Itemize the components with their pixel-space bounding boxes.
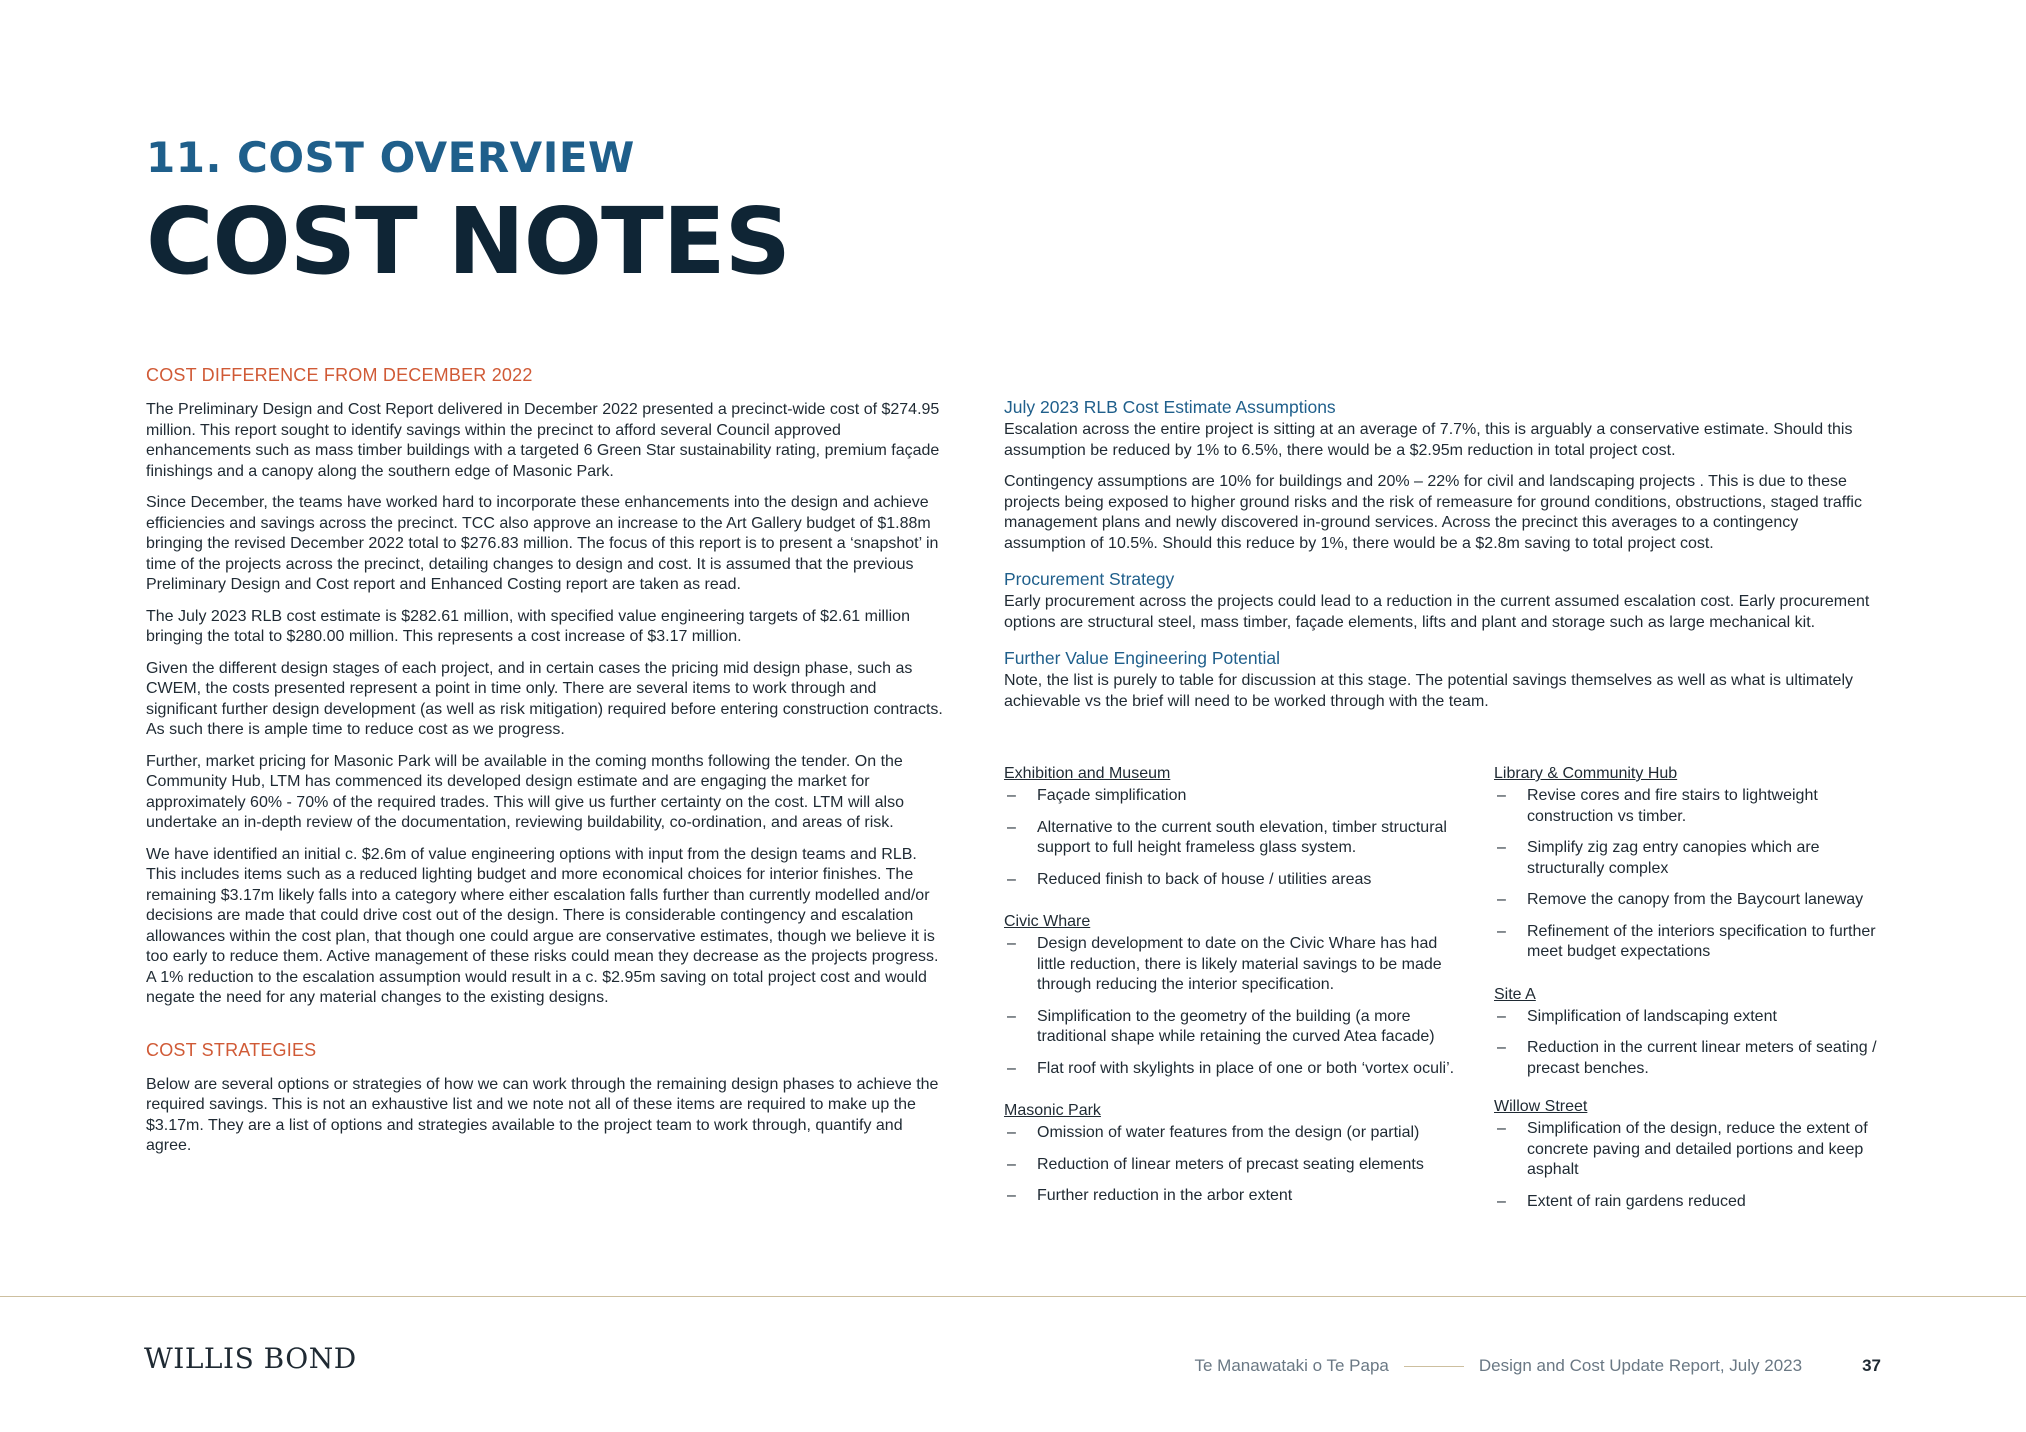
list-item: – Remove the canopy from the Baycourt laneway — [1497, 891, 1864, 908]
page-title: COST NOTES — [146, 188, 790, 295]
right-column — [1004, 396, 1884, 723]
paragraph: Further, market pricing for Masonic Park will be available in the coming months following the tender. On the Community Hub, LTM has commenced its developed design estimate and are engaging the market for approximately 60% - 70% of the required trades. This will give us further certainty on the cost. LTM will also undertake an in-depth review of the documentation, reviewing buildability, co-ordination, and areas of risk. — [146, 752, 904, 831]
footer-report-name: Design and Cost Update Report, July 2023 — [1478, 1356, 1803, 1375]
paragraph: We have identified an initial c. $2.6m of value engineering options with input from the design teams and RLB. This includes items such as a reduced lighting budget and more economical choices for interior finishes. The remaining $3.17m likely falls into a category where either escalation falls further than currently modelled and/or decisions are made that could drive cost out of the design. There is considerable contingency and escalation allowances within the cost plan, that though one could argue are conservative estimates, though we believe it is too early to reduce them. Active management of these risks could mean they decrease as the projects progress. A 1% reduction to the escalation assumption would result in a c. $2.95m saving on total project cost and would negate the need for any material changes to the existing designs. — [146, 845, 939, 1006]
list-item: – Simplification of the design, reduce the extent of concrete paving and detailed portions and keep asphalt — [1497, 1120, 1868, 1178]
paragraph: The Preliminary Design and Cost Report delivered in December 2022 presented a precinct-wide cost of $274.95 million. This report sought to identify savings within the precinct to afford several Council approved enhancements such as mass timber buildings with a targeted 6 Green Star sustainability rating, premium façade finishings and a canopy along the southern edge of Masonic Park. — [146, 401, 940, 480]
footer-divider — [0, 1296, 2026, 1297]
willis-bond-logo: WILLIS BOND — [144, 1342, 357, 1375]
list-item: – Extent of rain gardens reduced — [1497, 1192, 1746, 1210]
group-title: Willow Street — [1494, 1098, 1588, 1115]
assumptions-heading: July 2023 RLB Cost Estimate Assumptions — [1004, 397, 1336, 417]
paragraph: The July 2023 RLB cost estimate is $282.61 million, with specified value engineering targets of $2.61 million bringing the total to $280.00 million. This represents a cost increase of $3.17 million. — [146, 607, 910, 645]
value-engineering-list-left — [1004, 764, 1464, 1229]
paragraph: Contingency assumptions are 10% for buildings and 20% – 22% for civil and landscaping projects . This is due to these projects being exposed to higher ground risks and the risk of remeasure for ground conditions, obstructions, staged traffic management plans and newly discovered in-ground services. Across the precinct this averages to a contingency assumption of 10.5%. Should this reduce by 1%, there would be a $2.8m saving to total project cost. — [1004, 473, 1862, 552]
list-item: – Alternative to the current south elevation, timber structural support to full height frameless glass system. — [1007, 818, 1447, 856]
ve-group-civic-whare — [1004, 912, 1464, 1079]
list-item: – Reduced finish to back of house / utilities areas — [1007, 870, 1372, 888]
paragraph: Escalation across the entire project is sitting at an average of 7.7%, this is arguably a conservative estimate. Should this assumption be reduced by 1% to 6.5%, there would be a $2.95m reduction in total project cost. — [1004, 421, 1853, 459]
footer — [1195, 1356, 1882, 1376]
cost-strategies-heading: COST STRATEGIES — [146, 1039, 317, 1060]
list-item: – Simplification of landscaping extent — [1497, 1007, 1777, 1025]
ve-group-willow-street — [1494, 1097, 1894, 1212]
paragraph: Early procurement across the projects could lead to a reduction in the current assumed escalation cost. Early procurement options are structural steel, mass timber, façade elements, lifts and plant and storage such as large mechanical kit. — [1004, 593, 1870, 631]
group-title: Civic Whare — [1004, 913, 1091, 930]
list-item: – Design development to date on the Civic Whare has had little reduction, there is likely material savings to be made through reducing the interior specification. — [1007, 935, 1442, 993]
section-kicker: 11. COST OVERVIEW — [146, 133, 635, 182]
list-item: – Revise cores and fire stairs to lightweight construction vs timber. — [1497, 787, 1818, 825]
ve-group-library-community-hub — [1494, 764, 1894, 963]
cost-difference-heading: COST DIFFERENCE FROM DECEMBER 2022 — [146, 365, 533, 385]
list-item: – Reduction in the current linear meters of seating / precast benches. — [1497, 1039, 1877, 1077]
group-title: Library & Community Hub — [1494, 765, 1678, 782]
list-item: – Further reduction in the arbor extent — [1007, 1187, 1293, 1204]
footer-project-name: Te Manawataki o Te Papa — [1194, 1356, 1389, 1375]
ve-group-exhibition-museum — [1004, 764, 1464, 890]
paragraph: Note, the list is purely to table for discussion at this stage. The potential savings themselves as well as what is ultimately achievable vs the brief will need to be worked through with the team. — [1004, 672, 1853, 710]
value-engineering-list-right — [1494, 764, 1894, 1234]
list-item: – Reduction of linear meters of precast seating elements — [1007, 1155, 1424, 1173]
paragraph: Since December, the teams have worked hard to incorporate these enhancements into the design and achieve efficiencies and savings across the precinct. TCC also approve an increase to the Art Gallery budget of $1.88m bringing the revised December 2022 total to $276.83 million. The focus of this report is to present a ‘snapshot’ in time of the projects across the precinct, detailing changes to design and cost. It is assumed that the previous Preliminary Design and Cost report and Enhanced Costing report are taken as read. — [146, 494, 939, 593]
list-item: – Omission of water features from the design (or partial) — [1007, 1124, 1420, 1141]
ve-group-masonic-park — [1004, 1101, 1464, 1207]
group-title: Masonic Park — [1004, 1102, 1101, 1119]
group-title: Site A — [1494, 985, 1536, 1003]
ve-group-site-a — [1494, 985, 1894, 1080]
paragraph: Below are several options or strategies of how we can work through the remaining design phases to achieve the required savings. This is not an exhaustive list and we note not all of these items are required to make up the $3.17m. They are a list of options and strategies available to the project team to work through, quantify and agree. — [146, 1075, 939, 1154]
procurement-heading: Procurement Strategy — [1004, 569, 1175, 589]
left-column — [146, 364, 946, 1168]
footer-separator-line — [1404, 1366, 1464, 1367]
page-number: 37 — [1862, 1356, 1881, 1375]
list-item: – Flat roof with skylights in place of one or both ‘vortex oculi’. — [1007, 1059, 1455, 1077]
paragraph: Given the different design stages of each project, and in certain cases the pricing mid design phase, such as CWEM, the costs presented represent a point in time only. There are several items to work through and significant further design development (as well as risk mitigation) required before entering construction contracts. As such there is ample time to reduce cost as we progress. — [146, 659, 943, 738]
list-item: – Simplification to the geometry of the building (a more traditional shape while retaining the curved Atea facade) — [1007, 1007, 1435, 1045]
list-item: – Refinement of the interiors specification to further meet budget expectations — [1497, 922, 1876, 960]
group-title: Exhibition and Museum — [1004, 765, 1171, 782]
list-item: – Simplify zig zag entry canopies which are structurally complex — [1497, 839, 1820, 877]
value-engineering-heading: Further Value Engineering Potential — [1004, 648, 1280, 668]
list-item: – Façade simplification — [1007, 787, 1187, 804]
